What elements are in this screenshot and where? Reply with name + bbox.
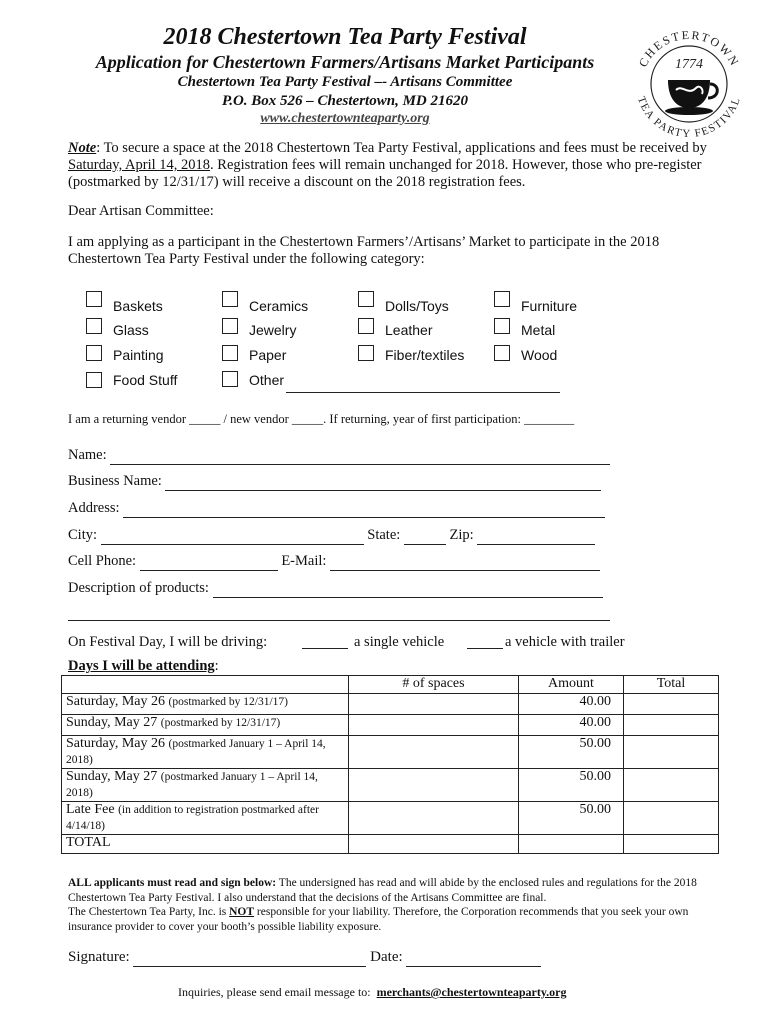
checkbox-dolls-toys[interactable] <box>358 291 374 307</box>
checkbox-furniture[interactable] <box>494 291 510 307</box>
trailer-label: a vehicle with trailer <box>505 634 625 650</box>
trailer-input[interactable] <box>467 648 503 649</box>
table-header-row <box>62 676 719 694</box>
days-heading: Days I will be attending: <box>68 658 219 674</box>
business-name-row: Business Name: <box>68 473 601 491</box>
note-label: Note <box>68 140 97 156</box>
category-label: Metal <box>521 322 556 338</box>
zip-input[interactable] <box>477 527 595 545</box>
amount-value: 50.00 <box>519 802 624 835</box>
committee-name: Chestertown Tea Party Festival –- Artisans Committee <box>177 74 513 90</box>
checkbox-glass[interactable] <box>86 318 102 334</box>
category-label: Other <box>249 372 285 388</box>
description-row: Description of products: <box>68 580 603 598</box>
other-category-input[interactable] <box>286 392 560 393</box>
description-input-line-2[interactable] <box>68 620 610 621</box>
address-row: Address: <box>68 500 605 518</box>
table-row: Saturday, May 26 (postmarked January 1 – April 14, 2018) 50.00 <box>62 736 719 769</box>
checkbox-other[interactable] <box>222 371 238 387</box>
name-input[interactable] <box>110 447 610 465</box>
vendor-status-line: I am a returning vendor _____ / new vendor _____. If returning, year of first participation: ________ <box>68 412 575 426</box>
seal-top-text: CHESTERTOWN <box>635 27 743 70</box>
not-emphasis: NOT <box>229 906 255 918</box>
category-label: Ceramics <box>249 298 309 314</box>
address-input[interactable] <box>123 500 605 518</box>
table-row: Saturday, May 26 (postmarked by 12/31/17) 40.00 <box>62 694 719 715</box>
category-label: Leather <box>385 322 433 338</box>
single-vehicle-input[interactable] <box>302 648 348 649</box>
total-label: TOTAL <box>62 835 349 854</box>
spaces-input[interactable] <box>349 736 519 769</box>
total-input[interactable] <box>624 736 719 769</box>
mailing-address: P.O. Box 526 – Chestertown, MD 21620 <box>221 93 468 109</box>
contact-email-link[interactable]: merchants@chestertownteaparty.org <box>376 985 567 999</box>
driving-label: On Festival Day, I will be driving: <box>68 634 268 650</box>
signature-row: Signature: Date: <box>68 949 541 967</box>
website-link[interactable]: www.chestertownteaparty.org <box>260 111 430 126</box>
intro-paragraph: I am applying as a participant in the Chestertown Farmers’/Artisans’ Market to participate in the 2018 Chestertown Tea Party Festival under the following category: <box>68 234 660 267</box>
category-label: Fiber/textiles <box>385 347 465 363</box>
category-label: Wood <box>521 347 558 363</box>
checkbox-ceramics[interactable] <box>222 291 238 307</box>
category-label: Dolls/Toys <box>385 298 449 314</box>
checkbox-painting[interactable] <box>86 345 102 361</box>
seal-bottom-text: TEA PARTY FESTIVAL <box>634 94 744 141</box>
state-input[interactable] <box>404 527 446 545</box>
email-input[interactable] <box>330 553 600 571</box>
seal-year: 1774 <box>675 57 703 72</box>
description-input[interactable] <box>213 580 603 598</box>
table-row: Sunday, May 27 (postmarked by 12/31/17) 40.00 <box>62 715 719 736</box>
header-amount: Amount <box>519 676 624 694</box>
total-amount-input[interactable] <box>519 835 624 854</box>
total-input[interactable] <box>624 769 719 802</box>
single-vehicle-label: a single vehicle <box>354 634 445 650</box>
signature-input[interactable] <box>133 949 366 967</box>
checkbox-metal[interactable] <box>494 318 510 334</box>
note-paragraph: Note: To secure a space at the 2018 Chestertown Tea Party Festival, applications and fees must be received by Saturday, April 14, 2018. Registration fees will remain unchanged for 2018. However, those who pre-register (postmarked by 12/31/17) will receive a discount on the 2018 registration fees. <box>68 140 707 190</box>
total-input[interactable] <box>624 802 719 835</box>
table-row: Sunday, May 27 (postmarked January 1 – April 14, 2018) 50.00 <box>62 769 719 802</box>
total-spaces-input[interactable] <box>349 835 519 854</box>
checkbox-jewelry[interactable] <box>222 318 238 334</box>
grand-total-input[interactable] <box>624 835 719 854</box>
spaces-input[interactable] <box>349 769 519 802</box>
category-label: Painting <box>113 347 164 363</box>
city-input[interactable] <box>101 527 364 545</box>
amount-value: 40.00 <box>519 694 624 715</box>
amount-value: 40.00 <box>519 715 624 736</box>
name-row: Name: <box>68 447 610 465</box>
spaces-input[interactable] <box>349 802 519 835</box>
header-total: Total <box>624 676 719 694</box>
amount-value: 50.00 <box>519 769 624 802</box>
category-label: Paper <box>249 347 287 363</box>
checkbox-food-stuff[interactable] <box>86 372 102 388</box>
table-row: Late Fee (in addition to registration postmarked after 4/14/18) 50.00 <box>62 802 719 835</box>
category-label: Glass <box>113 322 149 338</box>
business-name-input[interactable] <box>165 473 601 491</box>
attendance-fee-table <box>61 675 719 854</box>
deadline-date: Saturday, April 14, 2018 <box>68 157 211 173</box>
teacup-icon <box>665 80 717 115</box>
footer: Inquiries, please send email message to: merchants@chestertownteaparty.org <box>178 985 567 999</box>
phone-email-row: Cell Phone: E-Mail: <box>68 553 600 571</box>
amount-value: 50.00 <box>519 736 624 769</box>
total-input[interactable] <box>624 715 719 736</box>
checkbox-baskets[interactable] <box>86 291 102 307</box>
total-input[interactable] <box>624 694 719 715</box>
category-label: Food Stuff <box>113 372 178 388</box>
checkbox-wood[interactable] <box>494 345 510 361</box>
header-spaces: # of spaces <box>349 676 519 694</box>
spaces-input[interactable] <box>349 694 519 715</box>
spaces-input[interactable] <box>349 715 519 736</box>
date-input[interactable] <box>406 949 541 967</box>
cell-phone-input[interactable] <box>140 553 278 571</box>
legal-agreement: ALL applicants must read and sign below: The undersigned has read and will abide by the enclosed rules and regulations for the 2018 Chestertown Tea Party Festival. I also understand that the decisions of the Artisans Committee are final. The Chestertown Tea Party, Inc. is NOT responsible for your liability. Therefore, the Corporation recommends that you seek your own insurance provider to cover your booth’s possible liability exposure. <box>68 877 697 933</box>
page-subtitle: Application for Chestertown Farmers/Artisans Market Participants <box>95 52 595 72</box>
festival-seal-logo <box>624 18 754 148</box>
category-label: Jewelry <box>249 322 297 338</box>
table-total-row <box>62 835 719 854</box>
checkbox-paper[interactable] <box>222 345 238 361</box>
checkbox-leather[interactable] <box>358 318 374 334</box>
salutation: Dear Artisan Committee: <box>68 203 214 219</box>
page-title: 2018 Chestertown Tea Party Festival <box>163 24 527 50</box>
category-label: Furniture <box>521 298 578 314</box>
category-label: Baskets <box>113 298 163 314</box>
checkbox-fiber-textiles[interactable] <box>358 345 374 361</box>
city-state-zip-row: City: State: Zip: <box>68 527 595 545</box>
